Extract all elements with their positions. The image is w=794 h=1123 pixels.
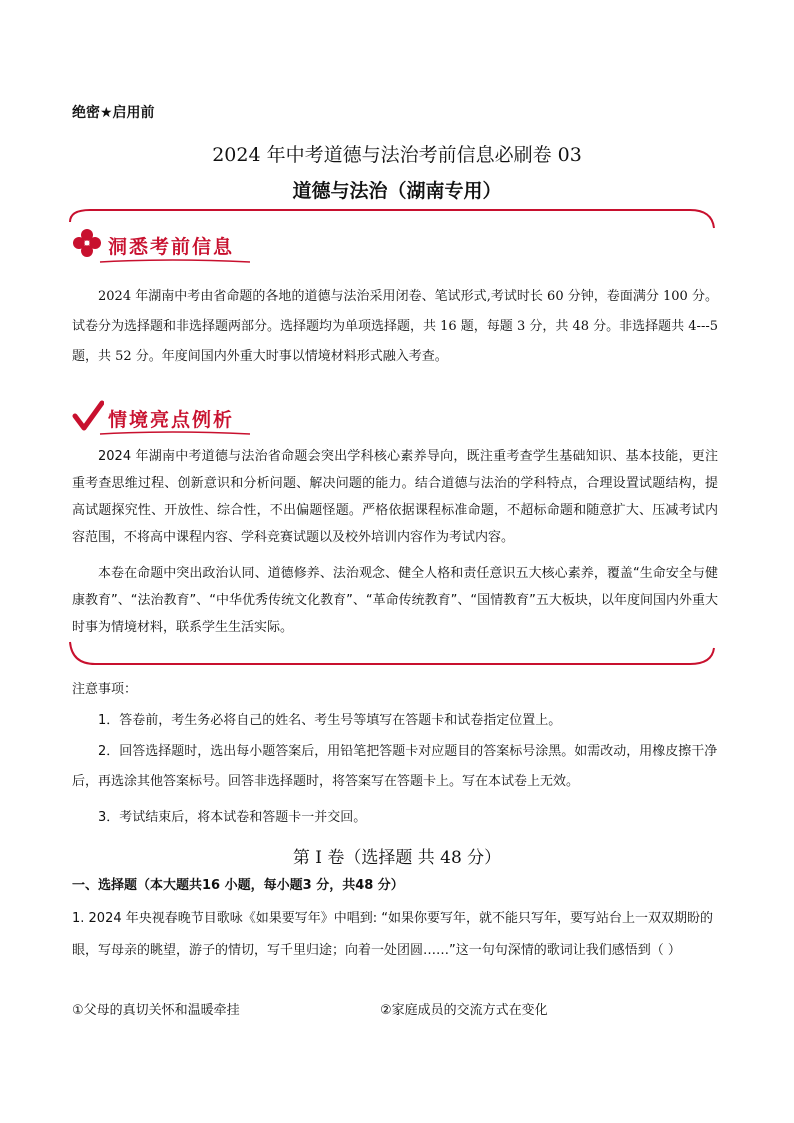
confidential-label: 绝密★启用前 [72, 105, 155, 121]
option-1: ①父母的真切关怀和温暖牵挂 [72, 1003, 240, 1018]
notes-title: 注意事项： [72, 682, 138, 697]
checkmark-icon [72, 400, 104, 434]
exam-info-text: 2024 年湖南中考由省命题的各地的道德与法治采用闭卷、笔试形式,考试时长 60 分钟，卷面满分 100 分。试卷分为选择题和非选择题两部分。选择题均为单项选择题，共 16 题，每题 3 分，共 48 分。非选择题共 4---5 题，共 52 分。年度间国内外重大时事以情境材料形式融入考查。 [72, 289, 719, 364]
note-item: 2．回答选择题时，选出每小题答案后，用铅笔把答题卡对应题目的答案标号涂黑。如需改动，用橡皮擦干净后，再选涂其他答案标号。回答非选择题时，将答案写在答题卡上。写在本试卷上无效。 [72, 744, 718, 789]
notes-block [72, 676, 722, 834]
note-item: 1．答卷前，考生务必将自己的姓名、考生号等填写在答题卡和试卷指定位置上。 [98, 713, 562, 728]
section-title: 一、选择题（本大题共16 小题，每小题3 分，共48 分） [72, 878, 404, 893]
section-heading-exam-info: 洞悉考前信息 [108, 236, 235, 258]
highlights-paragraph-1: 2024 年湖南中考道德与法治省命题会突出学科核心素养导向，既注重考查学生基础知识、基本技能，更注重考查思维过程、创新意识和分析问题、解决问题的能力。结合道德与法治的学科特点，合理设置试题结构，提高试题探究性、开放性、综合性，不出偏题怪题。严格依据课程标准命题，不超标命题和随意扩大、压减考试内容范围，不将高中课程内容、学科竞赛试题以及校外培训内容作为考试内容。 [72, 449, 718, 545]
part-title: 第 I 卷（选择题 共 48 分） [292, 848, 502, 868]
section-heading-highlights: 情境亮点例析 [108, 409, 235, 431]
question-stem: 1. 2024 年央视春晚节目歌咏《如果要写年》中唱到: “如果你要写年，就不能只写年，要写站台上一双双期盼的眼，写母亲的眺望，游子的情切，写千里归途；向着一处团圆……”这一句句深情的歌词让我们感悟到（ ） [72, 911, 713, 958]
option-2: ②家庭成员的交流方式在变化 [380, 1003, 548, 1018]
flower-icon [72, 228, 102, 258]
highlights-paragraph-2: 本卷在命题中突出政治认同、道德修养、法治观念、健全人格和责任意识五大核心素养，覆盖“生命安全与健康教育”、“法治教育”、“中华优秀传统文化教育”、“革命传统教育”、“国情教育”五大板块，以年度间国内外重大时事为情境材料，联系学生生活实际。 [72, 566, 718, 635]
note-item: 3．考试结束后，将本试卷和答题卡一并交回。 [98, 810, 367, 825]
exam-title: 2024 年中考道德与法治考前信息必刷卷 03 [212, 144, 582, 166]
exam-subtitle: 道德与法治（湖南专用） [292, 180, 502, 202]
